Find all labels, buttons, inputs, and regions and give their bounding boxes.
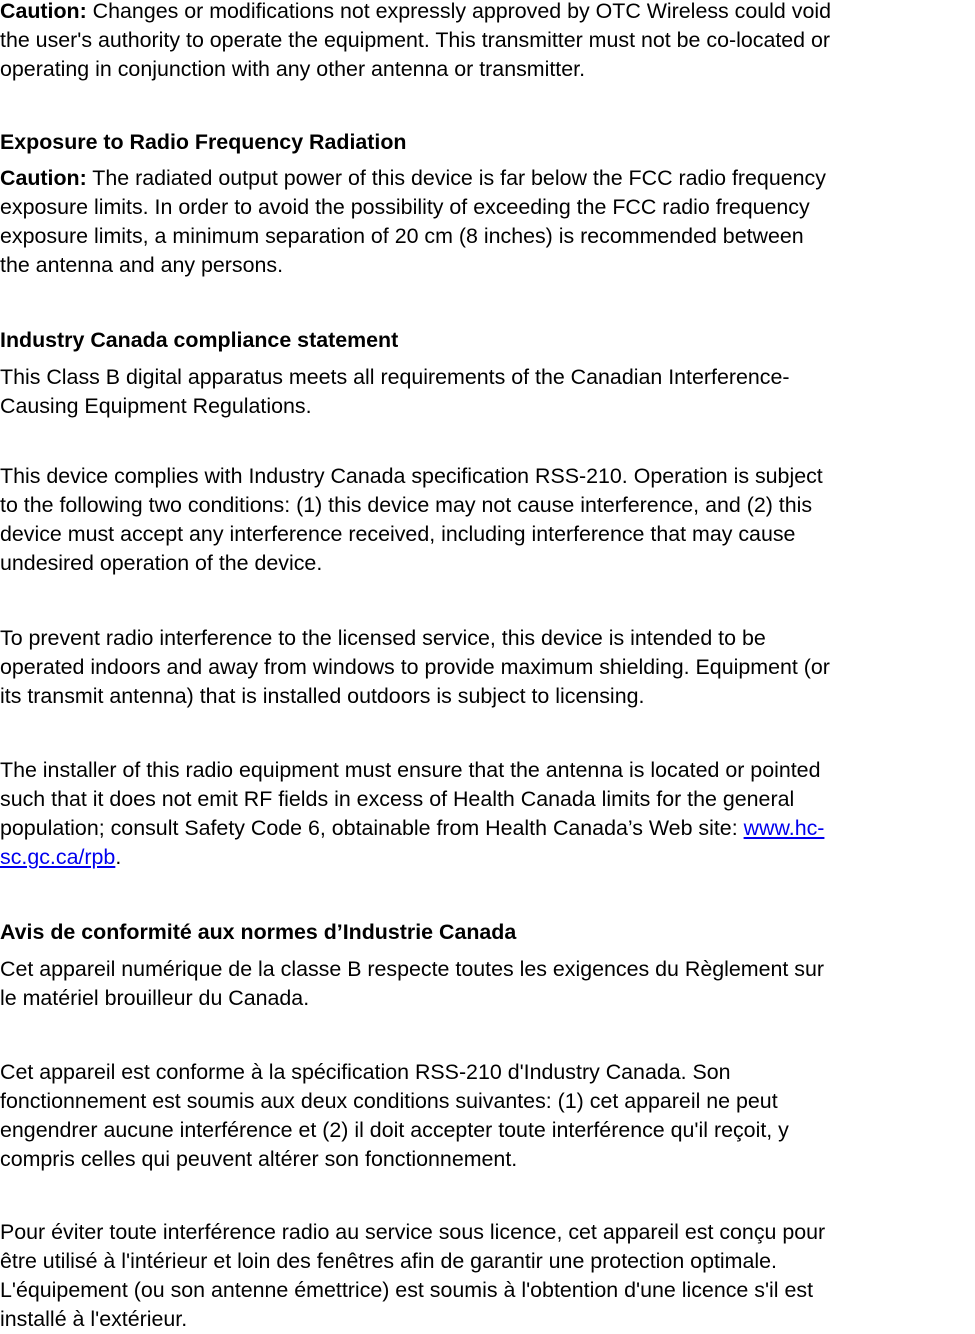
- ic-en-p2-line-1: This device complies with Industry Canada specification RSS-210. Operation is subject: [0, 464, 823, 488]
- ic-english-paragraph-1: [0, 363, 975, 421]
- ic-en-p4-trailing-period: .: [115, 845, 122, 870]
- ic-en-p4-line-4: [0, 843, 975, 872]
- exposure-line-2: exposure limits. In order to avoid the possibility of exceeding the FCC radio frequency: [0, 195, 810, 220]
- ic-en-p4-line-1: The installer of this radio equipment must ensure that the antenna is located or pointed: [0, 758, 821, 782]
- ic-fr-p3-line-3: L'équipement (ou son antenne émettrice) est soumis à l'obtention d'une licence s'il est: [0, 1278, 814, 1303]
- ic-french-paragraph-2: [0, 1058, 975, 1174]
- ic-en-p2-line-2: to the following two conditions: (1) this device may not cause interference, and (2) this: [0, 493, 813, 518]
- caution-line-1: [0, 0, 975, 26]
- ic-en-p3-line-1: To prevent radio interference to the licensed service, this device is intended to be: [0, 626, 766, 650]
- ic-fr-p3-line-1: Pour éviter toute interférence radio au service sous licence, cet appareil est conçu pour: [0, 1220, 826, 1244]
- exposure-paragraph: [0, 164, 975, 280]
- ic-fr-p2-line-1: Cet appareil est conforme à la spécification RSS-210 d'Industry Canada. Son: [0, 1060, 731, 1084]
- exposure-line-1: [0, 164, 975, 193]
- caution-line-1-text: Changes or modifications not expressly approved by OTC Wireless could void: [86, 0, 831, 23]
- ic-en-p4-line-2: such that it does not emit RF fields in excess of Health Canada limits for the general: [0, 787, 795, 812]
- ic-english-paragraph-3: [0, 624, 975, 711]
- ic-english-heading: Industry Canada compliance statement: [0, 328, 399, 352]
- ic-fr-p2-line-2: fonctionnement est soumis aux deux conditions suivantes: (1) cet appareil ne peut: [0, 1089, 778, 1114]
- exposure-line-4: the antenna and any persons.: [0, 253, 284, 278]
- ic-en-p1-line-1: This Class B digital apparatus meets all requirements of the Canadian Interference-: [0, 365, 790, 389]
- exposure-caution-label: Caution:: [0, 166, 87, 190]
- caution-label: Caution:: [0, 0, 87, 23]
- ic-fr-p1-line-2: le matériel brouilleur du Canada.: [0, 986, 310, 1011]
- ic-en-p3-line-2: operated indoors and away from windows to provide maximum shielding. Equipment (or: [0, 655, 830, 680]
- ic-fr-p3-line-4: installé à l'extérieur.: [0, 1307, 188, 1332]
- ic-fr-p1-line-1: Cet appareil numérique de la classe B respecte toutes les exigences du Règlement sur: [0, 957, 824, 981]
- ic-english-paragraph-2: [0, 462, 975, 578]
- ic-english-paragraph-4: [0, 756, 975, 872]
- health-canada-link-part-2[interactable]: sc.gc.ca/rpb: [0, 845, 116, 870]
- exposure-line-1-text: The radiated output power of this device is far below the FCC radio frequency: [86, 166, 826, 190]
- ic-en-p3-line-3: its transmit antenna) that is installed outdoors is subject to licensing.: [0, 684, 645, 709]
- caution-paragraph: [0, 0, 975, 84]
- exposure-heading: Exposure to Radio Frequency Radiation: [0, 130, 407, 154]
- ic-french-paragraph-3: [0, 1218, 975, 1334]
- ic-french-paragraph-1: [0, 955, 975, 1013]
- caution-line-3: operating in conjunction with any other antenna or transmitter.: [0, 57, 586, 82]
- ic-en-p2-line-3: device must accept any interference received, including interference that may cause: [0, 522, 796, 547]
- caution-line-2: the user's authority to operate the equipment. This transmitter must not be co-located or: [0, 28, 831, 53]
- ic-fr-p2-line-4: compris celles qui peuvent altérer son fonctionnement.: [0, 1147, 518, 1172]
- ic-en-p4-line-3-text: population; consult Safety Code 6, obtainable from Health Canada’s Web site:: [0, 816, 744, 841]
- ic-en-p2-line-4: undesired operation of the device.: [0, 551, 323, 576]
- ic-fr-p3-line-2: être utilisé à l'intérieur et loin des fenêtres afin de garantir une protection optimale.: [0, 1249, 777, 1274]
- ic-en-p1-line-2: Causing Equipment Regulations.: [0, 394, 312, 419]
- ic-french-heading: Avis de conformité aux normes d’Industrie Canada: [0, 920, 517, 944]
- exposure-line-3: exposure limits, a minimum separation of 20 cm (8 inches) is recommended between: [0, 224, 804, 249]
- ic-fr-p2-line-3: engendrer aucune interférence et (2) il doit accepter toute interférence qu'il reçoit, y: [0, 1118, 789, 1143]
- ic-en-p4-line-3: [0, 814, 975, 843]
- health-canada-link-part-1[interactable]: www.hc-: [743, 816, 825, 841]
